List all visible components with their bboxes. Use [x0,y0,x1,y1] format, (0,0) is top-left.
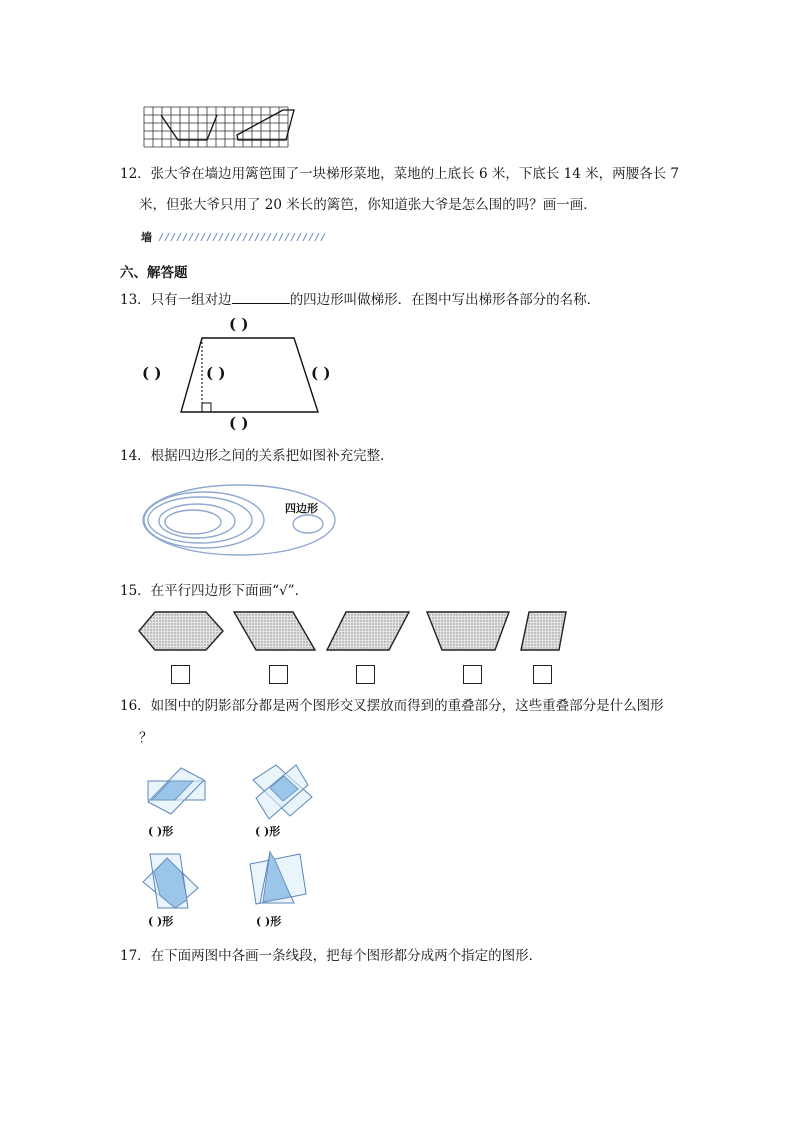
paren-top-base[interactable]: ( ) [229,315,249,333]
wall-hatch [157,232,327,242]
hatch-line [171,233,175,241]
hatch-line [189,233,193,241]
q12-line2: 米，但张大爷只用了 20 米长的篱笆，你知道张大爷是怎么围的吗？画一画． [139,197,597,213]
ellipse-2 [144,492,264,548]
caption-2[interactable]: ( )形 [255,825,281,838]
hatch-line [201,233,205,241]
checkbox-4[interactable] [463,665,482,684]
grid-quad-shape [237,110,294,140]
q13-text-after: 的四边形叫做梯形．在图中写出梯形各部分的名称． [289,292,601,308]
hatch-line [315,233,319,241]
checkbox-1[interactable] [171,665,190,684]
wall-label: 墙 [141,231,152,244]
q13-text-before: 13．只有一组对边 [120,292,232,308]
ellipse-4 [159,504,235,538]
hatch-line [303,233,307,241]
hatch-line [291,233,295,241]
nested-ellipses [142,484,336,556]
q13-question [120,289,600,310]
paren-bottom-base[interactable]: ( ) [229,414,249,432]
caption-1[interactable]: ( )形 [148,825,174,838]
shape-row [138,611,568,651]
hatch-line [321,233,325,241]
q12-line1: 12．张大爷在墙边用篱笆围了一块梯形菜地，菜地的上底长 6 米，下底长 14 米，两腰各长 7 [120,166,679,182]
section-title: 六、解答题 [120,265,188,281]
q14-text: 14．根据四边形之间的关系把如图补充完整． [120,448,394,464]
grid-figure [143,106,343,148]
q13-answer-blank[interactable] [232,289,290,304]
shape-parallelogram-3 [521,612,566,650]
hatch-line [195,233,199,241]
shape-parallelogram-1 [234,612,315,650]
overlap-figure-3 [140,850,202,910]
hatch-line [225,233,229,241]
caption-3[interactable]: ( )形 [148,915,174,928]
trapezoid-figure [180,337,320,413]
hatch-line [213,233,217,241]
overlap-figure-4 [248,850,310,910]
q16-line1: 16．如图中的阴影部分都是两个图形交叉摆放而得到的重叠部分，这些重叠部分是什么图形 [120,698,664,714]
hatch-line [219,233,223,241]
hatch-line [183,233,187,241]
hatch-line [207,233,211,241]
hatch-line [267,233,271,241]
quadrilateral-label: 四边形 [285,502,318,515]
checkbox-3[interactable] [356,665,375,684]
paren-right-leg[interactable]: ( ) [311,364,331,382]
hatch-line [237,233,241,241]
paren-height[interactable]: ( ) [206,364,226,382]
outer-ellipse [143,485,335,555]
shape-hexagon [139,612,223,650]
q16-line2: ？ [139,730,153,746]
hatch-line [231,233,235,241]
hatch-line [273,233,277,241]
hatch-line [159,233,163,241]
hatch-line [255,233,259,241]
hatch-line [261,233,265,241]
shape-parallelogram-2 [327,612,409,650]
overlap-figure-1 [145,766,215,816]
shape-trapezoid [427,612,509,650]
small-ellipse [293,515,323,533]
caption-4[interactable]: ( )形 [256,915,282,928]
q17-text: 17．在下面两图中各画一条线段，把每个图形都分成两个指定的图形． [120,948,543,964]
hatch-line [279,233,283,241]
hatch-line [177,233,181,241]
right-angle-mark [202,403,211,412]
hatch-line [165,233,169,241]
checkbox-5[interactable] [533,665,552,684]
checkbox-2[interactable] [269,665,288,684]
hatch-line [309,233,313,241]
ellipse-5 [165,510,221,534]
q15-text: 15．在平行四边形下面画“√”． [120,583,309,599]
overlap-figure-2 [252,762,314,822]
paren-left-leg[interactable]: ( ) [142,364,162,382]
hatch-line [243,233,247,241]
hatch-line [249,233,253,241]
hatch-line [285,233,289,241]
hatch-line [297,233,301,241]
